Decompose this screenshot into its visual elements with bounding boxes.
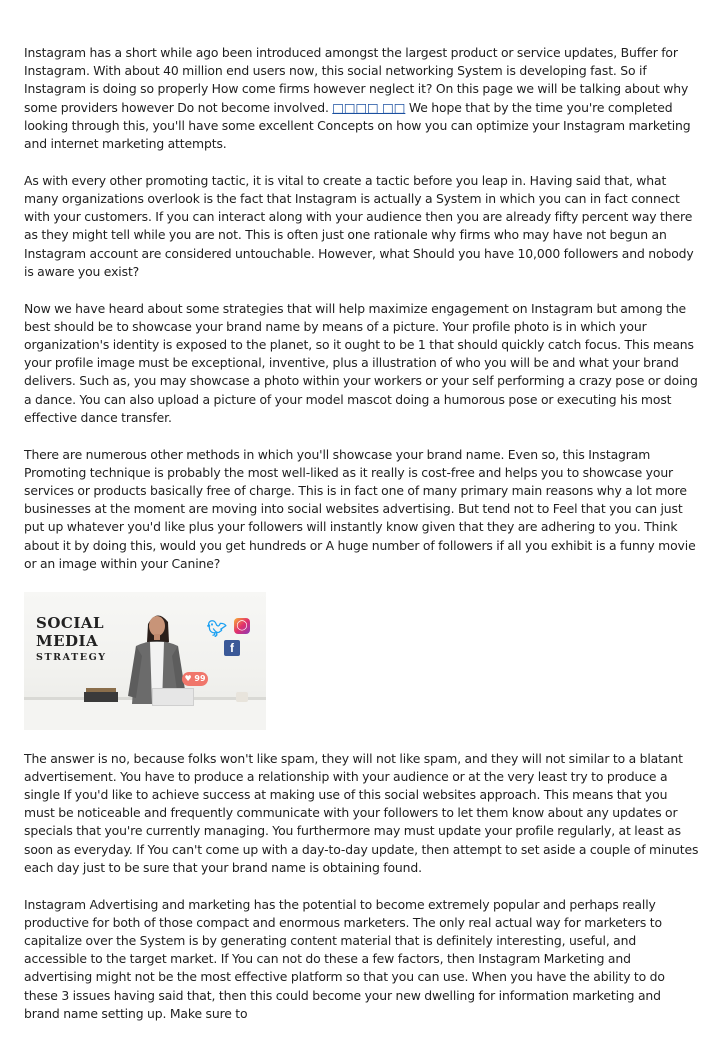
books-stack xyxy=(84,692,118,702)
like-badge: ♥ 99 xyxy=(182,672,208,686)
paragraph-1-text-b: We hope that by the time you're completed looking through this, you'll have some excellent Concepts on how you can optimize your Instagram marketing and internet marketing attempts. xyxy=(24,99,691,152)
paragraph-1 xyxy=(24,44,700,153)
paragraph-2: As with every other promoting tactic, it is vital to create a tactic before you leap in. Having said that, what many organizations overlook is the fact that Instagram is actually a System in which you can in fact connect with your customers. If you can interact along with your audience then you are already fifty percent way there as they might tell while you are not. This is often just one rationale why firms who may have not begun an Instagram account are considered untouchable. However, what Should you have 10,000 followers and nobody is aware you exist? xyxy=(24,172,694,279)
paragraph-1-text-a: Instagram has a short while ago been introduced amongst the largest product or service updates, Buffer for Instagram. With about 40 million end users now, this social networking System is developing fast. So if Instagram is doing so properly How come firms however neglect it? On this page we will be talking about why some providers however Do not become involved. xyxy=(24,45,689,115)
paragraph-5: The answer is no, because folks won't like spam, they will not like spam, and they will not similar to a blatant advertisement. You have to produce a relationship with your audience or at the very least try to produce a single If you'd like to achieve success at making use of this social websites approach. This means that you must be noticeable and frequently communicate with your followers to let them know about any updates or specials that you're currently managing. You furthermore may must update your profile regularly, at least as soon as everyday. If You can't come up with a day-to-day update, then attempt to set aside a couple of minutes each day just to be sure that your brand name is obtaining found. xyxy=(24,750,699,875)
paragraph-3: Now we have heard about some strategies that will help maximize engagement on Instagram but among the best should be to showcase your brand name by means of a picture. Your profile photo is in which your organization's identity is exposed to the planet, so it ought to be 1 that should quickly catch focus. This means your profile image must be exceptional, inventive, plus a illustration of who you will be and what your brand delivers. Such as, you may showcase a photo within your workers or your self performing a crazy pose or doing a dance. You can also upload a picture of your model mascot doing a humorous pose or executing his most effective dance transfer. xyxy=(24,300,698,425)
twitter-icon: 🐦︎ xyxy=(206,619,228,639)
paragraph-4: There are numerous other methods in which you'll showcase your brand name. Even so, this Instagram Promoting technique is probably the most well-liked as it really is cost-free and helps you to showcase your services or products basically free of charge. This is in fact one of many primary main reasons why a lot more businesses at the moment are moving into social websites advertising. But tend not to Feel that you can just put up whatever you'd like plus your followers will instantly know given that they are adhering to you. Think about it by doing this, would you get hundreds or A huge number of followers if all you exhibit is a funny movie or an image within your Canine? xyxy=(24,446,696,571)
instagram-icon: ◯ xyxy=(234,618,250,634)
desk-item xyxy=(236,692,248,702)
image-title-line-1: SOCIAL xyxy=(36,613,105,632)
desk-surface xyxy=(24,700,266,730)
image-title-line-2: MEDIA xyxy=(36,631,99,650)
image-title-line-3: STRATEGY xyxy=(36,651,107,663)
like-count: 99 xyxy=(194,674,206,684)
paragraph-6: Instagram Advertising and marketing has the potential to become extremely popular and perhaps really productive for both of those compact and enormous marketers. The only real actual way for marketers to capitalize over the System is by generating content material that is definitely interesting, useful, and accessible to the target market. If You can not do these a few factors, then Instagram Marketing and advertising might not be the most effective platform so that you can use. When you have the ability to do these 3 issues having said that, then this could become your new dwelling for information marketing and brand name setting up. Make sure to xyxy=(24,896,665,1021)
facebook-icon: f xyxy=(224,640,240,656)
social-media-strategy-image xyxy=(24,592,266,730)
laptop xyxy=(152,688,194,706)
inline-link[interactable]: □□□□ □□ xyxy=(332,99,406,115)
article-body xyxy=(24,44,700,1042)
